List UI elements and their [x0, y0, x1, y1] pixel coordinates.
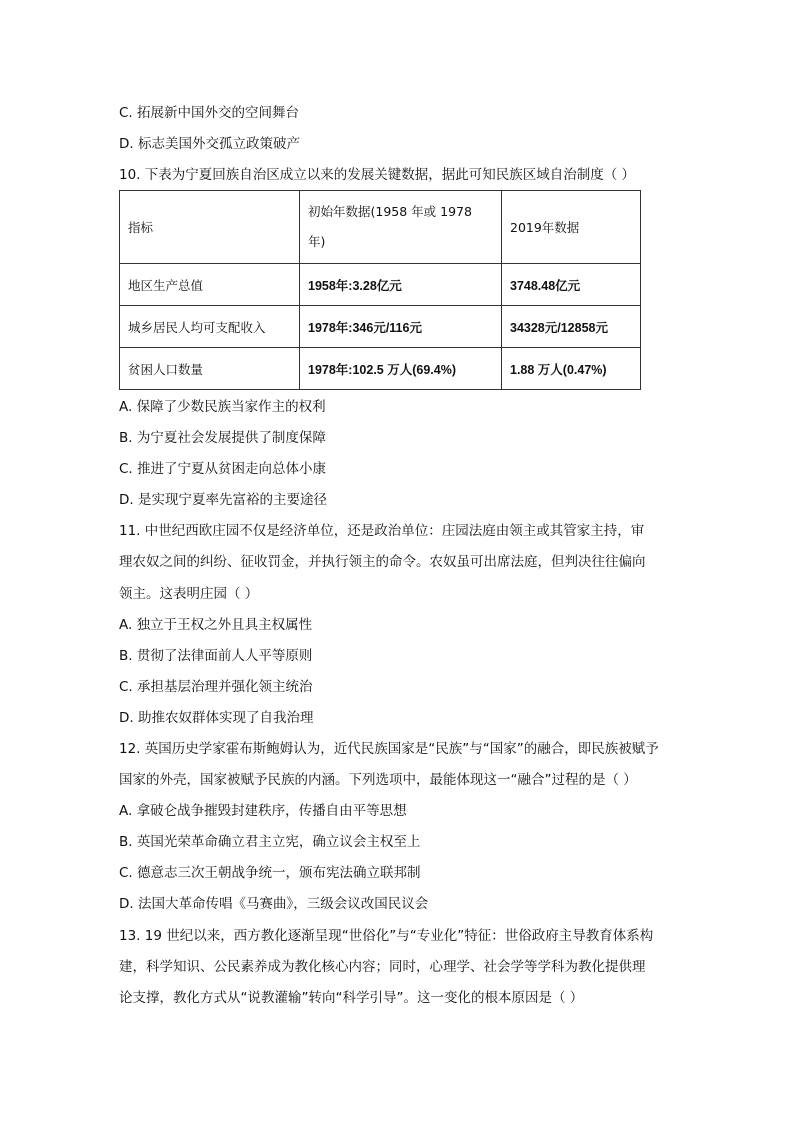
q11-stem-line3: 领主。这表明庄园（ ） [119, 586, 259, 602]
q13-stem-line1: 13. 19 世纪以来，西方教化逐渐呈现“世俗化”与“专业化”特征：世俗政府主导教育体系构 [119, 928, 654, 944]
q12-option-d: D. 法国大革命传唱《马赛曲》，三级会议改国民议会 [119, 896, 429, 912]
q10-option-b: B. 为宁夏社会发展提供了制度保障 [119, 430, 326, 446]
table-cell: 城乡居民人均可支配收入 [120, 306, 300, 348]
q12-stem-line2: 国家的外壳，国家被赋予民族的内涵。下列选项中，最能体现这一“融合”过程的是（ ） [119, 772, 637, 788]
q11-option-b: B. 贯彻了法律面前人人平等原则 [119, 648, 313, 664]
table-cell: 1978年:346元/116元 [300, 306, 502, 348]
table-row [120, 264, 641, 306]
table-cell: 1978年:102.5 万人(69.4%) [300, 348, 502, 390]
table-header-cell: 2019年数据 [502, 191, 641, 264]
data-table [119, 190, 641, 390]
q11-stem-line2: 理农奴之间的纠纷、征收罚金，并执行领主的命令。农奴虽可出席法庭，但判决往往偏向 [119, 554, 646, 570]
q12-option-b: B. 英国光荣革命确立君主立宪，确立议会主权至上 [119, 834, 421, 850]
q11-option-d: D. 助推农奴群体实现了自我治理 [119, 710, 314, 726]
table-row [120, 306, 641, 348]
table-header-row [120, 191, 641, 264]
q10-option-a: A. 保障了少数民族当家作主的权利 [119, 399, 326, 415]
q11-option-a: A. 独立于王权之外且具主权属性 [119, 617, 313, 633]
table-cell: 3748.48亿元 [502, 264, 641, 306]
q12-option-a: A. 拿破仑战争摧毁封建秩序，传播自由平等思想 [119, 803, 407, 819]
table-cell: 1958年:3.28亿元 [300, 264, 502, 306]
table-cell: 1.88 万人(0.47%) [502, 348, 641, 390]
table-cell: 34328元/12858元 [502, 306, 641, 348]
q9-option-d: D. 标志美国外交孤立政策破产 [119, 136, 300, 152]
table-header-cell [300, 191, 502, 264]
q10-option-c: C. 推进了宁夏从贫困走向总体小康 [119, 461, 327, 477]
header-line: 初始年数据(1958 年或 1978 [308, 204, 472, 219]
q13-stem-line2: 建，科学知识、公民素养成为教化核心内容；同时，心理学、社会学等学科为教化提供理 [119, 959, 646, 975]
table-header-cell: 指标 [120, 191, 300, 264]
header-line: 年) [308, 234, 326, 249]
table-cell: 贫困人口数量 [120, 348, 300, 390]
q9-option-c: C. 拓展新中国外交的空间舞台 [119, 105, 300, 121]
q13-stem-line3: 论支撑，教化方式从“说教灌输”转向“科学引导”。这一变化的根本原因是（ ） [119, 990, 584, 1006]
q11-stem-line1: 11. 中世纪西欧庄园不仅是经济单位，还是政治单位：庄园法庭由领主或其管家主持，审 [119, 523, 645, 539]
q12-option-c: C. 德意志三次王朝战争统一，颁布宪法确立联邦制 [119, 865, 421, 881]
table-row [120, 348, 641, 390]
q10-option-d: D. 是实现宁夏率先富裕的主要途径 [119, 492, 327, 508]
q12-stem-line1: 12. 英国历史学家霍布斯鲍姆认为，近代民族国家是“民族”与“国家”的融合，即民族被赋予 [119, 741, 659, 757]
q11-option-c: C. 承担基层治理并强化领主统治 [119, 679, 313, 695]
table-cell: 地区生产总值 [120, 264, 300, 306]
q10-stem: 10. 下表为宁夏回族自治区成立以来的发展关键数据，据此可知民族区域自治制度（ ） [119, 167, 636, 183]
